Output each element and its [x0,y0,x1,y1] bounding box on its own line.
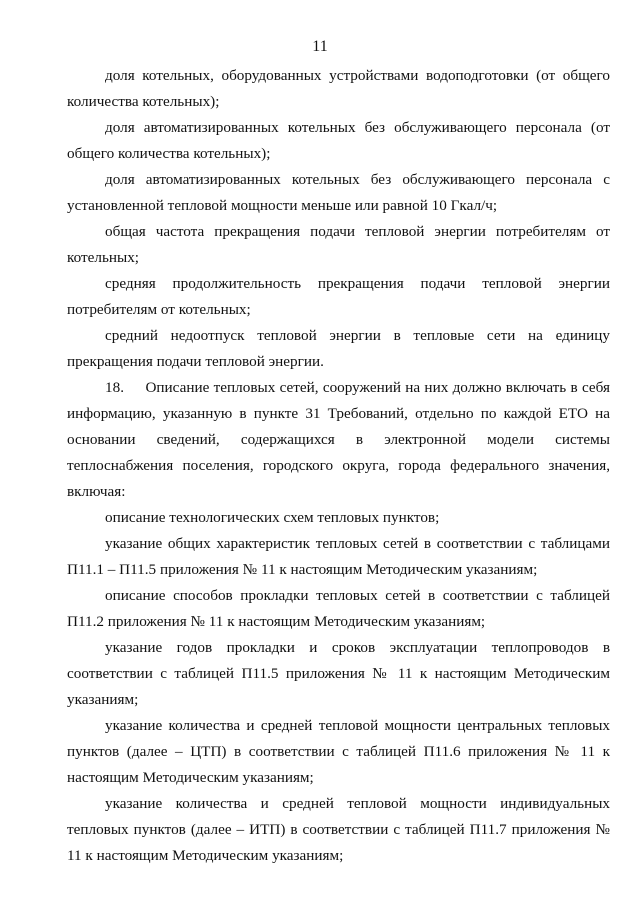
paragraph: указание количества и средней тепловой мощности центральных тепловых пунктов (далее – ЦТП) в соответствии с таблицей П11.6 приложения № 11 к настоящим Методическим указаниям; [67,717,610,786]
paragraph: доля автоматизированных котельных без обслуживающего персонала с установленной тепловой мощности меньше или равной 10 Гкал/ч; [67,171,610,214]
page-number: 11 [312,38,328,55]
paragraph: средняя продолжительность прекращения подачи тепловой энергии потребителям от котельных; [67,275,610,318]
paragraph: общая частота прекращения подачи тепловой энергии потребителям от котельных; [67,223,610,266]
paragraph: указание общих характеристик тепловых сетей в соответствии с таблицами П11.1 – П11.5 приложения № 11 к настоящим Методическим указаниям; [67,535,610,578]
paragraph: описание технологических схем тепловых пунктов; [105,509,440,526]
document-body [67,63,610,869]
paragraph: доля автоматизированных котельных без обслуживающего персонала (от общего количества котельных); [67,119,610,162]
paragraph: описание способов прокладки тепловых сетей в соответствии с таблицей П11.2 приложения № 11 к настоящим Методическим указаниям; [67,587,610,630]
paragraph-item-18: 18. Описание тепловых сетей, сооружений на них должно включать в себя информацию, указанную в пункте 31 Требований, отдельно по каждой ЕТО на основании сведений, содержащихся в электронной модели системы теплоснабжения поселения, городского округа, города федерального значения, включая: [67,379,610,500]
paragraph: средний недоотпуск тепловой энергии в тепловые сети на единицу прекращения подачи тепловой энергии. [67,327,610,370]
paragraph: указание количества и средней тепловой мощности индивидуальных тепловых пунктов (далее – ИТП) в соответствии с таблицей П11.7 приложения № 11 к настоящим Методическим указаниям; [67,795,610,864]
paragraph: доля котельных, оборудованных устройствами водоподготовки (от общего количества котельных); [67,67,610,110]
paragraph: указание годов прокладки и сроков эксплуатации теплопроводов в соответствии с таблицей П11.5 приложения № 11 к настоящим Методическим указаниям; [67,639,610,708]
